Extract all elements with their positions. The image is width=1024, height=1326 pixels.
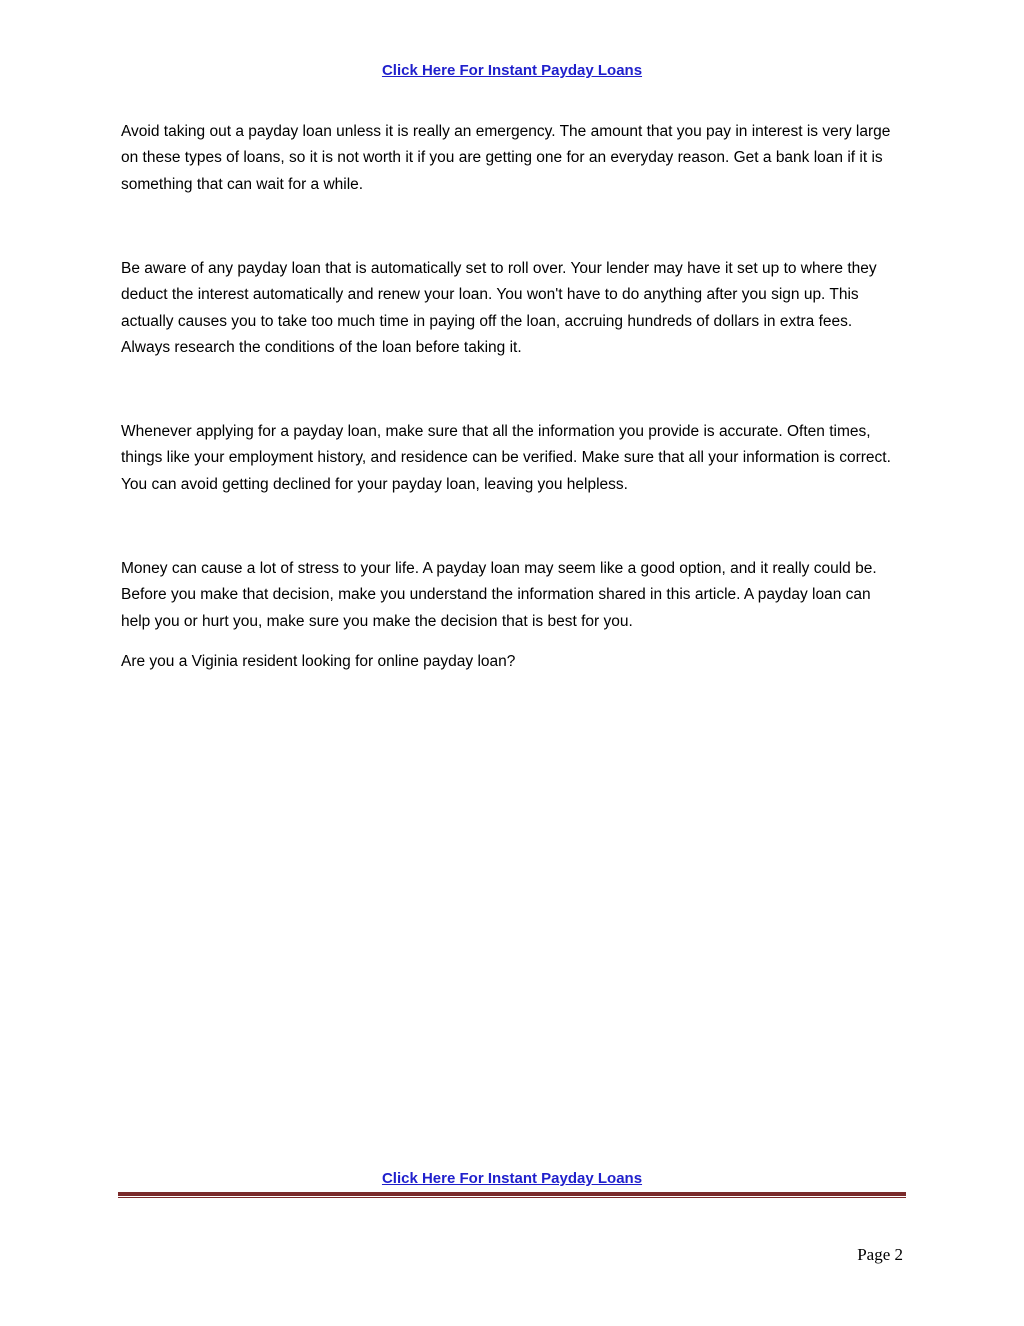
paragraph-virginia-question: Are you a Viginia resident looking for online payday loan? <box>121 653 516 670</box>
paragraph-roll-over: Be aware of any payday loan that is automatically set to roll over. Your lender may have it set up to where they deduct the interest automatically and renew your loan. You won't have to do anything after you sign up. This actually causes you to take too much time in paying off the loan, accruing hundreds of dollars in extra fees. Always research the conditions of the loan before taking it. <box>121 260 877 357</box>
paragraph-avoid-payday-loan: Avoid taking out a payday loan unless it is really an emergency. The amount that you pay in interest is very large on these types of loans, so it is not worth it if you are getting one for an everyday reason. Get a bank loan if it is something that can wait for a while. <box>121 123 891 193</box>
instant-payday-loans-link-footer[interactable]: Click Here For Instant Payday Loans <box>381 1170 643 1187</box>
paragraph-accurate-information: Whenever applying for a payday loan, make sure that all the information you provide is accurate. Often times, things like your employment history, and residence can be verified. Make sure that all your information is correct. You can avoid getting declined for your payday loan, leaving you helpless. <box>121 423 891 493</box>
instant-payday-loans-link-top[interactable]: Click Here For Instant Payday Loans <box>381 62 643 79</box>
footer-link-container <box>0 1170 1024 1187</box>
paragraph-money-stress: Money can cause a lot of stress to your life. A payday loan may seem like a good option, and it really could be. Before you make that decision, make you understand the information shared in this article. A payday loan can help you or hurt you, make sure you make the decision that is best for you. <box>121 560 877 630</box>
footer-divider-thin <box>118 1197 906 1198</box>
footer-divider-thick <box>118 1192 906 1196</box>
page-number: Page 2 <box>857 1245 903 1264</box>
header-link-container <box>0 62 1024 79</box>
